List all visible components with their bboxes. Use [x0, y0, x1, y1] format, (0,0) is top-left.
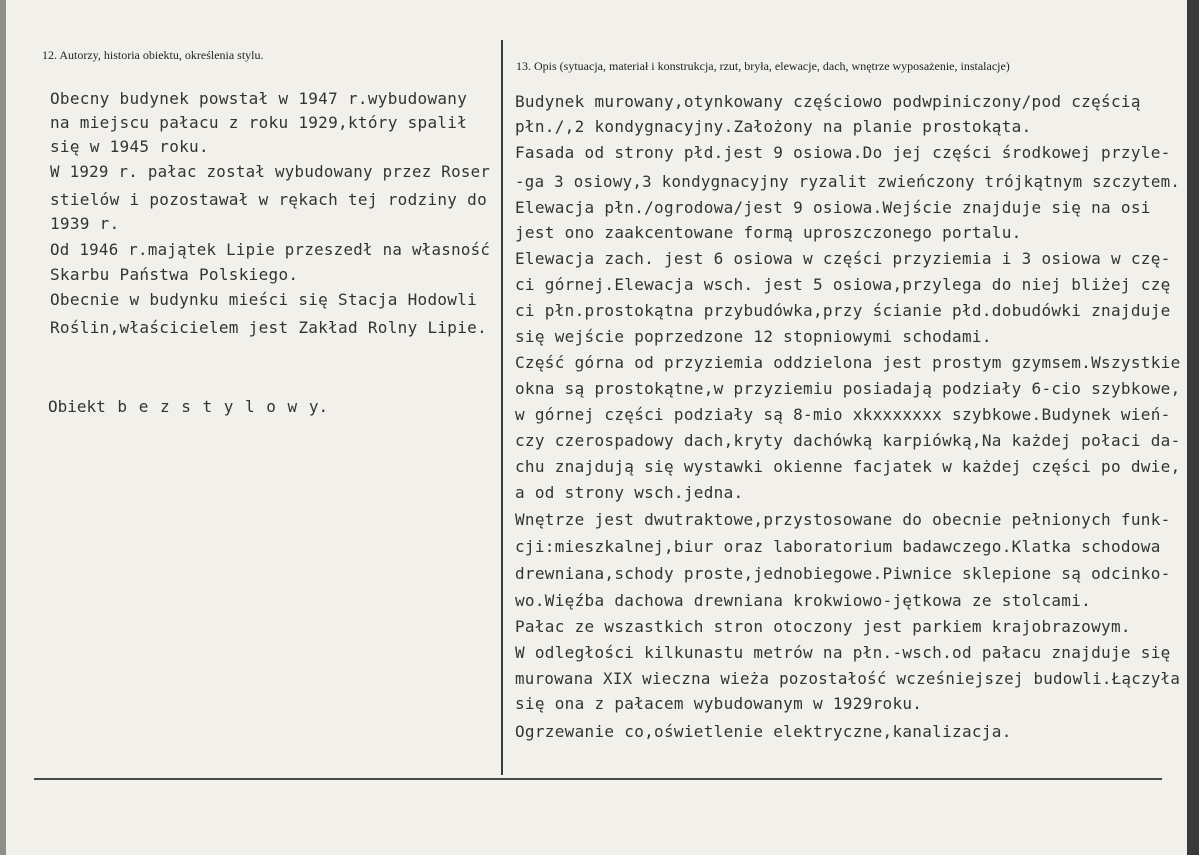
section-13-line: Fasada od strony płd.jest 9 osiowa.Do jej części środkowej przyle-	[515, 143, 1171, 162]
section-13-line: -ga 3 osiowy,3 kondygnacyjny ryzalit zwieńczony trójkątnym szczytem.	[515, 172, 1181, 191]
scan-edge-left	[0, 0, 6, 855]
section-13-line: ci górnej.Elewacja wsch. jest 5 osiowa,przylega do niej bliżej czę	[515, 275, 1171, 294]
section-12-header: 12. Autorzy, historia obiektu, określenia stylu.	[42, 48, 264, 62]
section-13-line: się ona z pałacem wybudowanym w 1929roku.	[515, 694, 923, 713]
section-13-line: płn./,2 kondygnacyjny.Założony na planie prostokąta.	[515, 117, 1032, 136]
section-13-line: Budynek murowany,otynkowany częściowo podwpiniczony/pod częścią	[515, 92, 1141, 111]
section-13-line: w górnej części podziały są 8-mio xkxxxxxxx szybkowe.Budynek wień-	[515, 405, 1171, 424]
section-13-line: murowana XIX wieczna wieża pozostałość wcześniejszej budowli.Łączyła	[515, 669, 1181, 688]
section-12-line: 1939 r.	[50, 214, 120, 233]
section-13-line: Pałac ze wszastkich stron otoczony jest parkiem krajobrazowym.	[515, 617, 1131, 636]
style-note: Obiekt b e z s t y l o w y.	[48, 397, 329, 416]
section-13-line: ci płn.prostokątna przybudówka,przy ścianie płd.dobudówki znajduje	[515, 301, 1171, 320]
section-12-line: Obecny budynek powstał w 1947 r.wybudowany	[50, 89, 468, 108]
section-12-line: Skarbu Państwa Polskiego.	[50, 265, 299, 284]
section-12-line: na miejscu pałacu z roku 1929,który spalił	[50, 113, 468, 132]
section-13-line: Ogrzewanie co,oświetlenie elektryczne,kanalizacja.	[515, 722, 1012, 741]
section-12-line: Obecnie w budynku mieści się Stacja Hodowli	[50, 290, 478, 309]
section-13-line: W odległości kilkunastu metrów na płn.-wsch.od pałacu znajduje się	[515, 643, 1171, 662]
section-13-line: się wejście poprzedzone 12 stopniowymi schodami.	[515, 327, 992, 346]
section-13-line: Elewacja zach. jest 6 osiowa w części przyziemia i 3 osiowa w czę-	[515, 249, 1171, 268]
section-12-line: Od 1946 r.majątek Lipie przeszedł na własność	[50, 240, 491, 259]
section-13-line: wo.Więźba dachowa drewniana krokwiowo-jętkowa ze stolcami.	[515, 591, 1092, 610]
section-13-line: drewniana,schody proste,jednobiegowe.Piwnice sklepione są odcinko-	[515, 564, 1171, 583]
section-12-line: Roślin,właścicielem jest Zakład Rolny Lipie.	[50, 318, 488, 337]
section-13-header: 13. Opis (sytuacja, materiał i konstrukcja, rzut, bryła, elewacje, dach, wnętrze wyposażenie, instalacje)	[516, 59, 1010, 73]
column-divider	[501, 40, 503, 775]
section-13-line: Elewacja płn./ogrodowa/jest 9 osiowa.Wejście znajduje się na osi	[515, 198, 1151, 217]
section-13-line: a od strony wsch.jedna.	[515, 483, 744, 502]
bottom-rule	[34, 778, 1162, 780]
section-12-line: stielów i pozostawał w rękach tej rodziny do	[50, 190, 488, 209]
section-13-line: cji:mieszkalnej,biur oraz laboratorium badawczego.Klatka schodowa	[515, 537, 1161, 556]
section-12-line: się w 1945 roku.	[50, 137, 209, 156]
scan-edge-right	[1187, 0, 1199, 855]
section-13-line: chu znajdują się wystawki okienne facjatek w każdej części po dwie,	[515, 457, 1181, 476]
section-13-line: Wnętrze jest dwutraktowe,przystosowane do obecnie pełnionych funk-	[515, 510, 1171, 529]
section-13-line: okna są prostokątne,w przyziemiu posiadają podziały 6-cio szybkowe,	[515, 379, 1181, 398]
section-13-line: Część górna od przyziemia oddzielona jest prostym gzymsem.Wszystkie	[515, 353, 1181, 372]
section-13-line: jest ono zaakcentowane formą uproszczonego portalu.	[515, 223, 1022, 242]
section-13-line: czy czerospadowy dach,kryty dachówką karpiówką,Na każdej połaci da-	[515, 431, 1181, 450]
section-12-line: W 1929 r. pałac został wybudowany przez Roser	[50, 162, 491, 181]
